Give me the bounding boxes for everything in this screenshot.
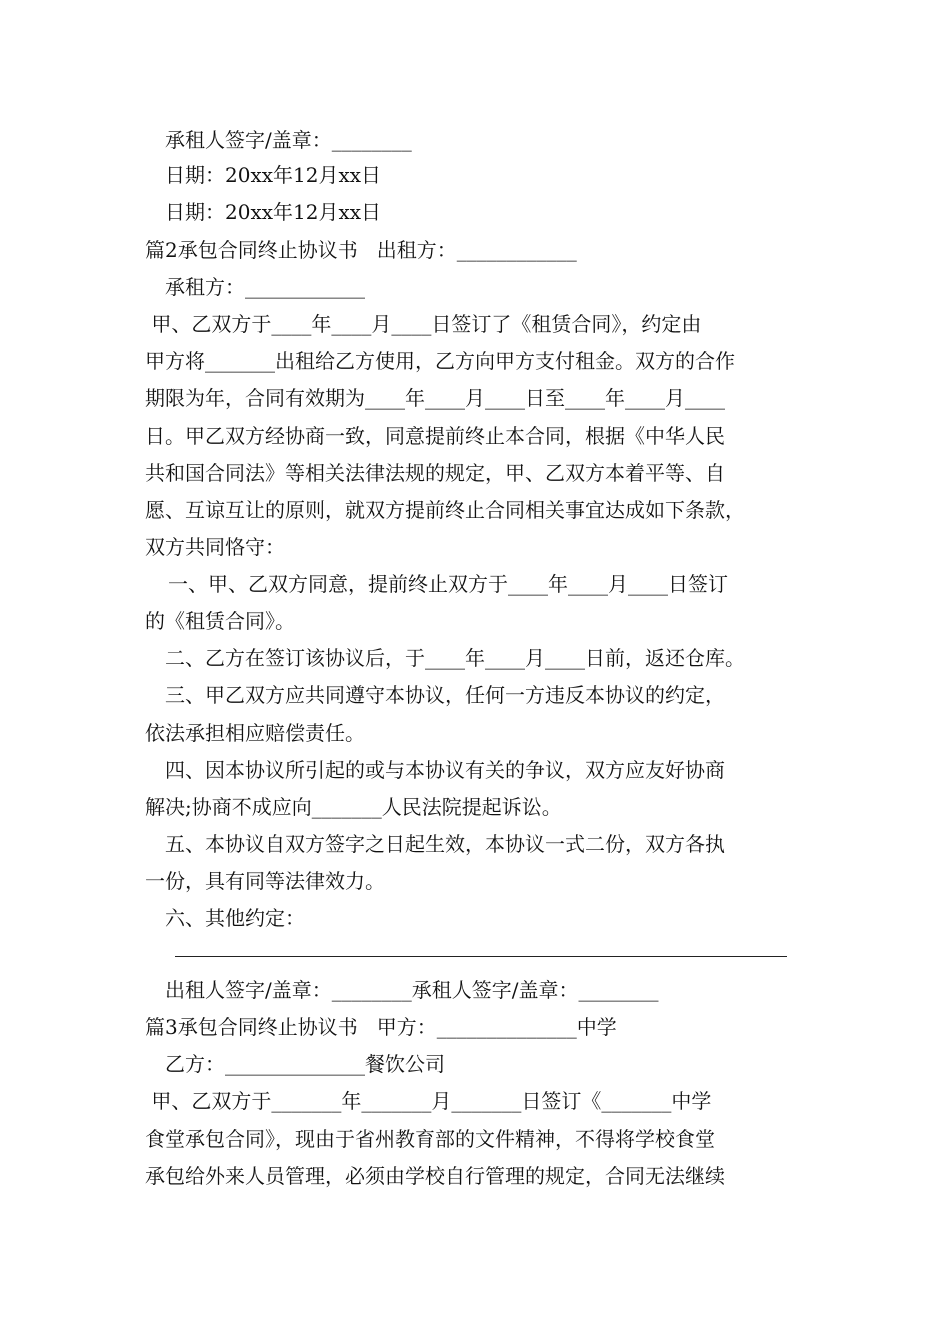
paragraph-line: 甲方将_______出租给乙方使用，乙方向甲方支付租金。双方的合作 [145, 349, 735, 373]
clause-2-line: 二、乙方在签订该协议后，于____年____月____日前，返还仓库。 [165, 646, 745, 670]
paragraph-line: 食堂承包合同》，现由于省州教育部的文件精神，不得将学校食堂 [145, 1127, 715, 1151]
paragraph-line: 期限为年，合同有效期为____年____月____日至____年____月____ [145, 386, 725, 410]
signature-line: 出租人签字/盖章：________承租人签字/盖章：________ [165, 978, 659, 1002]
lessee-line: 承租方：____________ [165, 275, 365, 299]
clause-5-line: 一份，具有同等法律效力。 [145, 869, 385, 893]
clause-1-line: 一、甲、乙双方同意，提前终止双方于____年____月____日签订 [168, 572, 728, 596]
clause-5-line: 五、本协议自双方签字之日起生效，本协议一式二份，双方各执 [165, 832, 725, 856]
blank-fill-line [175, 956, 787, 957]
paragraph-line: 愿、互谅互让的原则，就双方提前终止合同相关事宜达成如下条款， [145, 498, 745, 522]
clause-3-line: 三、甲乙双方应共同遵守本协议，任何一方违反本协议的约定， [165, 683, 725, 707]
paragraph-line: 甲、乙双方于_______年_______月_______日签订《_______中学 [145, 1089, 712, 1113]
section-2-heading: 篇2承包合同终止协议书 出租方：____________ [145, 238, 577, 262]
clause-1-line: 的《租赁合同》。 [145, 609, 295, 633]
paragraph-line: 共和国合同法》等相关法律法规的规定，甲、乙双方本着平等、自 [145, 461, 725, 485]
section-3-heading: 篇3承包合同终止协议书 甲方：______________中学 [145, 1015, 617, 1039]
party-b-line: 乙方：______________餐饮公司 [165, 1052, 445, 1076]
date-line: 日期：20xx年12月xx日 [165, 163, 382, 187]
date-line: 日期：20xx年12月xx日 [165, 200, 382, 224]
paragraph-line: 双方共同恪守： [145, 535, 285, 559]
clause-6-line: 六、其他约定： [165, 906, 305, 930]
clause-4-line: 四、因本协议所引起的或与本协议有关的争议，双方应友好协商 [165, 758, 725, 782]
paragraph-line: 日。甲乙双方经协商一致，同意提前终止本合同，根据《中华人民 [145, 424, 725, 448]
paragraph-line: 承包给外来人员管理，必须由学校自行管理的规定，合同无法继续 [145, 1164, 725, 1188]
paragraph-line: 甲、乙双方于____年____月____日签订了《租赁合同》，约定由 [145, 312, 702, 336]
clause-4-line: 解决;协商不成应向_______人民法院提起诉讼。 [145, 795, 562, 819]
lessee-signature-line: 承租人签字/盖章：________ [165, 128, 412, 152]
clause-3-line: 依法承担相应赔偿责任。 [145, 721, 365, 745]
